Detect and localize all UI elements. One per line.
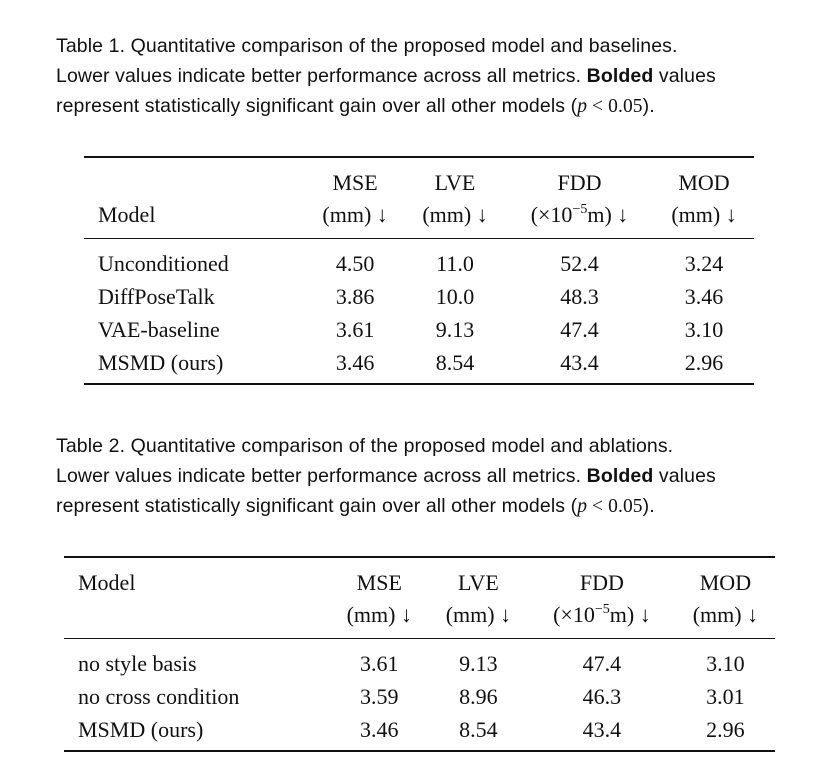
header-mse: MSE xyxy=(356,570,402,595)
caption-line xyxy=(56,491,796,522)
table-row xyxy=(84,346,754,384)
header-mod-unit: (mm) ↓ xyxy=(676,598,775,639)
cell-fdd: 47.4 xyxy=(560,316,599,342)
caption-text: Lower values indicate better performance across all metrics. xyxy=(56,65,582,87)
cell-lve: 9.13 xyxy=(459,650,498,676)
cell-mse: 3.46 xyxy=(335,349,375,375)
caption-text: ). xyxy=(642,95,655,117)
caption-line xyxy=(56,461,796,491)
cell-lve: 11.0 xyxy=(436,250,474,276)
cell-model: no style basis xyxy=(78,650,197,676)
cell-lve: 9.13 xyxy=(435,316,475,342)
table-row xyxy=(64,680,775,713)
header-model: Model xyxy=(78,570,136,595)
table-row xyxy=(64,639,775,681)
table-row xyxy=(84,239,754,281)
caption-text: represent statistically significant gain over all other models ( xyxy=(56,95,578,117)
caption-line: Table 1. Quantitative comparison of the proposed model and baselines. xyxy=(56,35,678,57)
caption-line xyxy=(56,91,796,122)
caption-text: represent statistically significant gain over all other models ( xyxy=(56,495,578,517)
cell-mse: 4.50 xyxy=(335,250,375,276)
caption-bold-word: Bolded xyxy=(586,465,654,487)
header-mod: MOD xyxy=(678,170,730,195)
header-mod: MOD xyxy=(699,570,752,595)
cell-mse: 3.46 xyxy=(360,716,399,742)
table-row xyxy=(84,280,754,313)
header-lve-unit: (mm) ↓ xyxy=(429,598,528,639)
cell-fdd: 46.3 xyxy=(582,683,622,709)
caption-text: Lower values indicate better performance across all metrics. xyxy=(56,465,582,487)
cell-mse: 3.86 xyxy=(335,283,375,309)
cell-mod: 3.46 xyxy=(684,283,724,309)
caption-line: Table 2. Quantitative comparison of the proposed model and ablations. xyxy=(56,435,674,457)
header-fdd-unit xyxy=(528,598,676,639)
fdd-unit-post: m) ↓ xyxy=(609,602,651,627)
significance-threshold: < 0.05 xyxy=(587,496,643,517)
header-fdd: FDD xyxy=(579,570,624,595)
cell-mod: 3.24 xyxy=(684,250,724,276)
caption-text: ). xyxy=(642,495,655,517)
cell-fdd: 48.3 xyxy=(560,283,599,309)
cell-model: no cross condition xyxy=(78,683,240,709)
table1-caption xyxy=(56,31,796,122)
cell-mse: 3.61 xyxy=(335,316,375,342)
header-fdd: FDD xyxy=(557,170,602,195)
table-row xyxy=(84,313,754,346)
fdd-unit-pre: (×10 xyxy=(530,202,573,227)
significance-threshold: < 0.05 xyxy=(587,96,643,117)
header-mse-unit: (mm) ↓ xyxy=(330,598,429,639)
caption-line xyxy=(56,61,796,91)
cell-model: Unconditioned xyxy=(98,250,229,276)
p-symbol: p xyxy=(577,496,588,517)
caption-text: values xyxy=(658,465,716,487)
cell-mod: 3.01 xyxy=(706,683,745,709)
cell-mod: 2.96 xyxy=(706,716,745,742)
cell-fdd: 47.4 xyxy=(582,650,622,676)
cell-model: DiffPoseTalk xyxy=(98,283,215,309)
table2 xyxy=(64,556,775,752)
cell-fdd: 43.4 xyxy=(560,349,599,375)
cell-model: MSMD (ours) xyxy=(78,716,204,742)
cell-lve: 8.96 xyxy=(459,683,498,709)
table2-caption xyxy=(56,431,796,522)
cell-lve: 8.54 xyxy=(435,349,475,375)
cell-model: VAE-baseline xyxy=(98,316,220,342)
cell-fdd: 43.4 xyxy=(582,716,622,742)
header-mse-unit: (mm) ↓ xyxy=(305,198,405,239)
header-lve: LVE xyxy=(458,570,499,595)
header-model: Model xyxy=(84,198,305,239)
cell-mse: 3.59 xyxy=(360,683,399,709)
fdd-unit-pre: (×10 xyxy=(553,602,595,627)
caption-text: values xyxy=(658,65,716,87)
cell-lve: 10.0 xyxy=(435,283,475,309)
fdd-unit-post: m) ↓ xyxy=(587,202,629,227)
cell-mod: 2.96 xyxy=(684,349,724,375)
header-lve: LVE xyxy=(434,170,476,195)
table-row xyxy=(64,713,775,751)
caption-bold-word: Bolded xyxy=(586,65,654,87)
cell-mse: 3.61 xyxy=(360,650,399,676)
p-symbol: p xyxy=(577,96,588,117)
cell-fdd: 52.4 xyxy=(560,250,599,276)
fdd-unit-exponent: −5 xyxy=(594,602,610,617)
header-mse: MSE xyxy=(332,170,378,195)
header-lve-unit: (mm) ↓ xyxy=(405,198,505,239)
header-fdd-unit xyxy=(505,198,654,239)
cell-lve: 8.54 xyxy=(459,716,498,742)
table1 xyxy=(84,156,754,385)
cell-mod: 3.10 xyxy=(684,316,724,342)
cell-mod: 3.10 xyxy=(706,650,745,676)
cell-model: MSMD (ours) xyxy=(98,349,224,375)
header-mod-unit: (mm) ↓ xyxy=(654,198,754,239)
fdd-unit-exponent: −5 xyxy=(572,202,588,217)
